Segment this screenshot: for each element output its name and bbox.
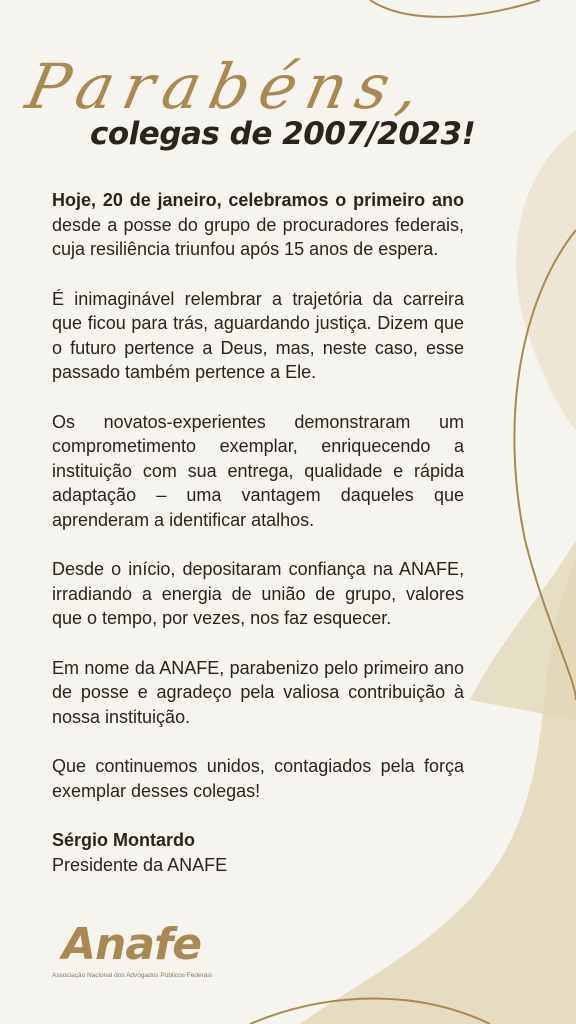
paragraph-1-lead: Hoje, 20 de janeiro, celebramos o primeiro ano <box>52 190 464 210</box>
paragraph-4: Desde o início, depositaram confiança na ANAFE, irradiando a energia de união de grupo, valores que o tempo, por vezes, nos faz esquecer. <box>52 559 464 628</box>
message-body <box>52 188 464 877</box>
signature <box>52 828 464 877</box>
paragraph-2: É inimaginável relembrar a trajetória da carreira que ficou para trás, aguardando justiça. Dizem que o futuro pertence a Deus, mas, neste caso, esse passado também pertence a Ele. <box>52 288 464 382</box>
logo-caption: Associação Nacional dos Advogados Públicos Federais <box>52 972 213 979</box>
paragraph-6: Que continuemos unidos, contagiados pela força exemplar desses colegas! <box>52 756 464 801</box>
anafe-logo <box>52 920 222 990</box>
paragraph-1 <box>52 188 464 262</box>
signature-name: Sérgio Montardo <box>52 830 195 850</box>
logo-wordmark: Anafe <box>62 919 202 970</box>
paragraph-1-rest: desde a posse do grupo de procuradores federais, cuja resiliência triunfou após 15 anos de espera. <box>52 214 464 259</box>
signature-role: Presidente da ANAFE <box>52 854 228 875</box>
paragraph-3: Os novatos-experientes demonstraram um comprometimento exemplar, enriquecendo a instituição com sua entrega, qualidade e rápida adaptação – uma vantagem daqueles que aprenderam a identificar atalhos. <box>52 411 464 530</box>
page-title-script: Parabéns, <box>20 50 437 123</box>
paragraph-5: Em nome da ANAFE, parabenizo pelo primeiro ano de posse e agradeço pela valiosa contribuição à nossa instituição. <box>52 657 464 727</box>
page-subtitle: colegas de 2007/2023! <box>90 116 476 152</box>
